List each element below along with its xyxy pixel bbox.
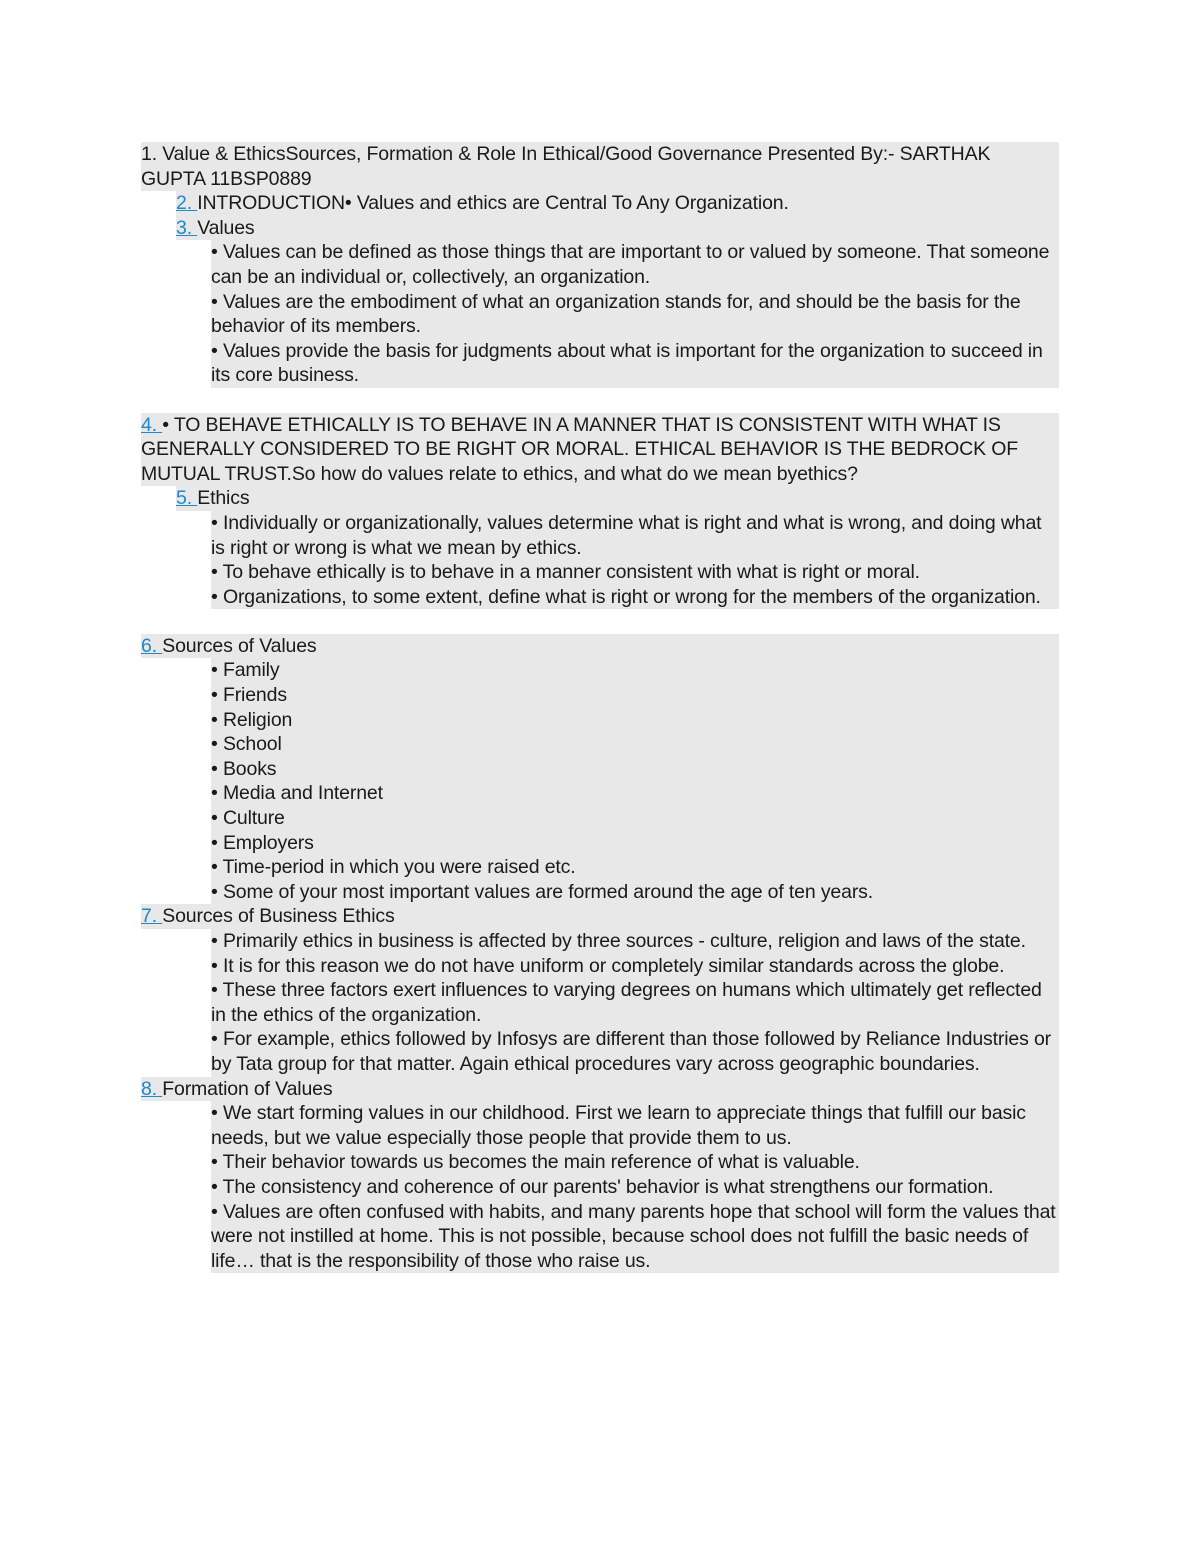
slide-link-8[interactable]: 8. <box>141 1077 163 1100</box>
spacer <box>141 609 1059 634</box>
slide-link-2[interactable]: 2. <box>176 192 198 215</box>
bullet-item: • Some of your most important values are formed around the age of ten years. <box>211 880 1059 905</box>
ethics-heading-line <box>176 486 1059 511</box>
slide-link-4[interactable]: 4. <box>141 413 163 436</box>
values-heading: Values <box>197 216 255 239</box>
bullet-item: • We start forming values in our childhood. First we learn to appreciate things that fulfill our basic needs, but we value especially those people that provide them to us. <box>211 1101 1059 1150</box>
bullet-item: • To behave ethically is to behave in a manner consistent with what is right or moral. <box>211 560 1059 585</box>
formation-bullets <box>141 1101 1059 1273</box>
bullet-item: • Family <box>211 658 1059 683</box>
intro-line <box>176 191 1059 216</box>
formation-heading: Formation of Values <box>162 1077 333 1100</box>
values-bullets <box>141 240 1059 388</box>
values-heading-line <box>176 216 1059 241</box>
slide-link-7[interactable]: 7. <box>141 905 163 928</box>
bullet-item: • It is for this reason we do not have uniform or completely similar standards across the globe. <box>211 954 1059 979</box>
bullet-item: • Values are the embodiment of what an organization stands for, and should be the basis for the behavior of its members. <box>211 290 1059 339</box>
ethically-text: • TO BEHAVE ETHICALLY IS TO BEHAVE IN A MANNER THAT IS CONSISTENT WITH WHAT IS GENERALLY CONSIDERED TO BE RIGHT OR MORAL. ETHICAL BEHAVIOR IS THE BEDROCK OF MUTUAL TRUST.So how do values relate to ethics, and what do we mean byethics? <box>141 413 1018 485</box>
bullet-item: • Values provide the basis for judgments about what is important for the organization to succeed in its core business. <box>211 339 1059 388</box>
intro-text: INTRODUCTION• Values and ethics are Central To Any Organization. <box>197 192 789 215</box>
slide-link-5[interactable]: 5. <box>176 487 198 510</box>
bullet-item: • Their behavior towards us becomes the main reference of what is valuable. <box>211 1150 1059 1175</box>
slide-link-6[interactable]: 6. <box>141 634 163 657</box>
spacer <box>141 388 1059 413</box>
ethics-bullets <box>141 511 1059 609</box>
bullet-item: • These three factors exert influences to varying degrees on humans which ultimately get reflected in the ethics of the organization. <box>211 978 1059 1027</box>
document-body <box>141 142 1059 1273</box>
bullet-item: • Media and Internet <box>211 781 1059 806</box>
bullet-item: • Friends <box>211 683 1059 708</box>
bullet-item: • Values are often confused with habits, and many parents hope that school will form the values that were not instilled at home. This is not possible, because school does not fulfill the basic needs of life… that is the responsibility of those who raise us. <box>211 1200 1059 1274</box>
bullet-item: • The consistency and coherence of our parents' behavior is what strengthens our formation. <box>211 1175 1059 1200</box>
bullet-item: • School <box>211 732 1059 757</box>
bullet-item: • Organizations, to some extent, define what is right or wrong for the members of the organization. <box>211 585 1059 610</box>
bullet-item: • Religion <box>211 708 1059 733</box>
sources-business-heading: Sources of Business Ethics <box>162 905 395 928</box>
bullet-item: • Primarily ethics in business is affected by three sources - culture, religion and laws of the state. <box>211 929 1059 954</box>
sources-values-heading: Sources of Values <box>162 634 317 657</box>
bullet-item: • Individually or organizationally, values determine what is right and what is wrong, and doing what is right or wrong is what we mean by ethics. <box>211 511 1059 560</box>
bullet-item: • Books <box>211 757 1059 782</box>
sources-values-bullets <box>141 658 1059 904</box>
sources-values-heading-line <box>141 634 1059 659</box>
bullet-item: • Employers <box>211 831 1059 856</box>
bullet-item: • Values can be defined as those things that are important to or valued by someone. That someone can be an individual or, collectively, an organization. <box>211 240 1059 289</box>
ethics-heading: Ethics <box>197 487 250 510</box>
ethically-paragraph <box>141 413 1059 487</box>
bullet-item: • Time-period in which you were raised etc. <box>211 855 1059 880</box>
slide-link-3[interactable]: 3. <box>176 216 198 239</box>
title-line: 1. Value & EthicsSources, Formation & Role In Ethical/Good Governance Presented By:- SARTHAK GUPTA 11BSP0889 <box>141 142 1059 191</box>
formation-heading-line <box>141 1077 1059 1102</box>
sources-business-heading-line <box>141 904 1059 929</box>
bullet-item: • Culture <box>211 806 1059 831</box>
sources-business-bullets <box>141 929 1059 1077</box>
bullet-item: • For example, ethics followed by Infosys are different than those followed by Reliance Industries or by Tata group for that matter. Again ethical procedures vary across geographic boundaries. <box>211 1027 1059 1076</box>
